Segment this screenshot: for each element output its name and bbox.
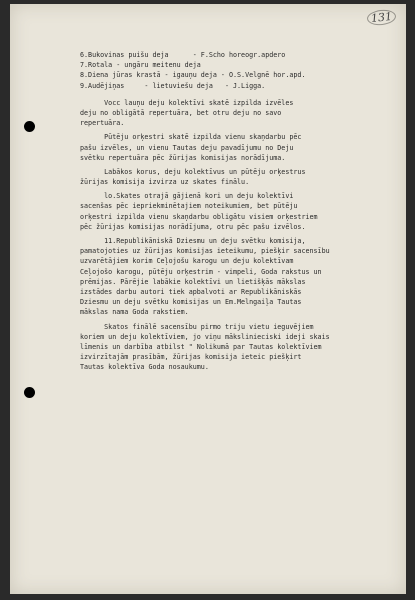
binder-hole-top [24, 121, 35, 132]
text-line: repertuāra. [80, 119, 125, 128]
text-line: pēc žūrijas komisijas norādījuma, otru pēc pašu izvēlos. [80, 222, 306, 231]
text-line: Tautas kolektīva Goda nosaukumu. [80, 363, 209, 372]
text-line: sacenšas pēc iepriekminētajiem noteikumiem, bet pūtēju [80, 202, 298, 211]
text-line: lo.Skates otrajā gājienā kori un deju kolektīvi [80, 192, 294, 201]
dance-item: 6.Bukovinas puišu deja - F.Scho horeogr.apdero [80, 51, 286, 59]
document-page [10, 4, 406, 594]
text-line: Skatos finālē sacensību pirmo triju vietu ieguvējiem [80, 322, 314, 331]
text-line: orķestri izpilda vienu skaņdarbu obligātu visiem orķestriem [80, 212, 318, 221]
dance-list [80, 50, 398, 91]
text-line: uzvarētājiem korim Ceļojošu karogu un deju kolektīvam [80, 257, 294, 266]
page-number: 131 [366, 9, 396, 27]
text-line: koriem un deju kolektīviem, jo viņu mākslinieciski ideji skais [80, 332, 330, 341]
text-line: prēmijas. Pārējie labākie kolektīvi un lietišķās mākslas [80, 277, 306, 286]
text-line: līmenis un darbība atbilst " Nolikumā par Tautas kolektīviem [80, 342, 322, 351]
paragraph-repertoire [80, 98, 398, 129]
text-line: Vocc lauņu deju kolektīvi skatē izpilda izvēles [80, 98, 294, 107]
document-body [80, 50, 398, 372]
text-line: Pūtēju orķestri skatē izpilda vienu skaņdarbu pēc [80, 133, 302, 142]
text-line: Labākos korus, deju kolektīvus un pūtēju orķestrus [80, 167, 306, 176]
dance-item: 9.Audējiņas - lietuviešu deja - J.Ligga. [80, 81, 266, 90]
dance-item: 8.Diena jūras krastā - igauņu deja - O.S.Velgnē hor.apd. [80, 71, 306, 80]
text-line: izstādes darbu autori tiek apbalvoti ar Republikāniskās [80, 287, 302, 296]
text-line: mākslas nama Goda rakstiem. [80, 308, 189, 317]
binder-hole-bottom [24, 387, 35, 398]
text-line: žūrijas komisija izvirza uz skates finālu. [80, 178, 250, 187]
paragraph-point-11 [80, 236, 398, 318]
text-line: 11.Republikāniskā Dziesmu un deju svētku komisija, [80, 237, 306, 245]
text-line: pašu izvēles, un vienu Tautas deju pavadījumu no Deju [80, 143, 294, 152]
text-line: Dziesmu un deju svētku komisijas un Em.Melngaiļa Tautas [80, 298, 302, 307]
text-line: svētku repertuāra pēc žūrijas komisijas norādījuma. [80, 153, 286, 162]
text-line: izvirzītajām prasībām, žūrijas komisija ieteic piešķirt [80, 353, 302, 362]
paragraph-final-selection [80, 167, 398, 187]
paragraph-honorary-title [80, 322, 398, 373]
text-line: pamatojoties uz žūrijas komisijas ieteikumu, piešķir sacensību [80, 247, 330, 256]
paragraph-orchestras [80, 132, 398, 163]
paragraph-point-10 [80, 191, 398, 232]
text-line: Ceļojošo karogu, pūtēju orķestrim - vimpeli, Goda rakstus un [80, 267, 322, 276]
text-line: deju no obligātā repertuāra, bet otru deju no savo [80, 108, 282, 117]
dance-item: 7.Rotala - ungāru meitenu deja [80, 61, 201, 70]
